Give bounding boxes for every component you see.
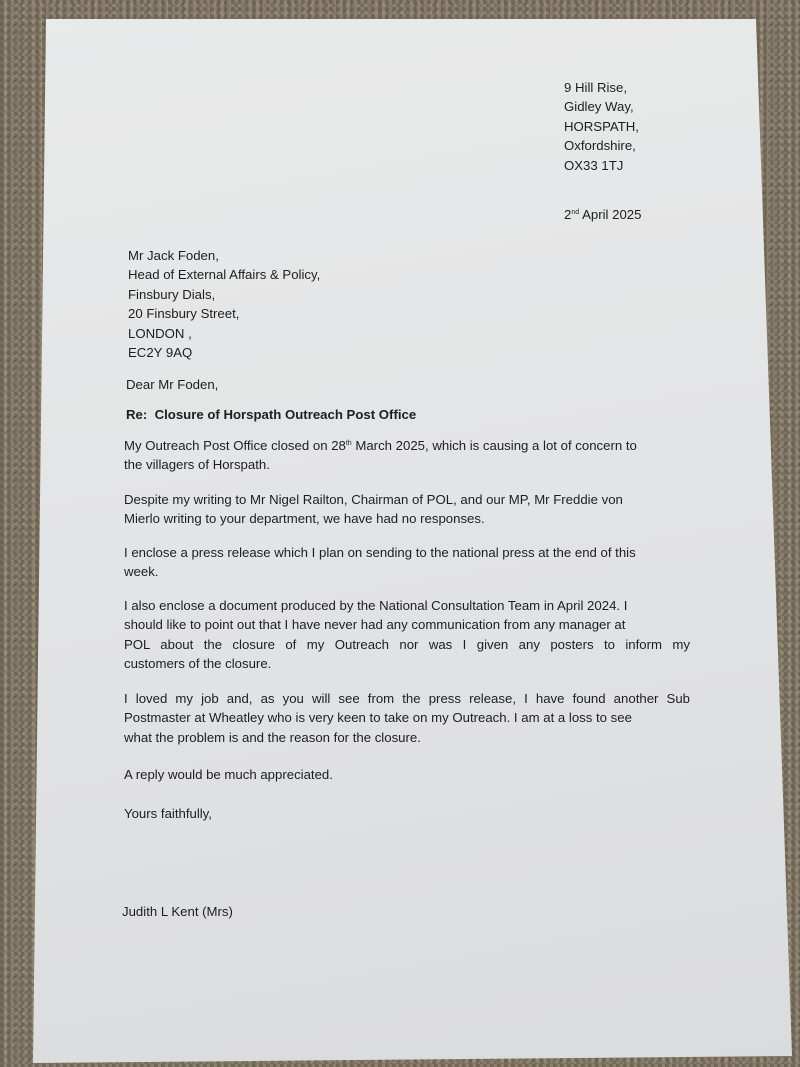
recipient-address-line: 20 Finsbury Street, [128, 306, 240, 322]
paragraph-replacement-postmaster [124, 689, 690, 747]
sender-address-line: OX33 1TJ [564, 157, 624, 173]
paragraph-consultation-document [124, 596, 690, 674]
paragraph-line: Mierlo writing to your department, we have had no responses. [124, 511, 485, 527]
salutation: Dear Mr Foden, [126, 377, 219, 392]
paragraph-line: Postmaster at Wheatley who is very keen to take on my Outreach. I am at a loss to see [124, 710, 632, 726]
paragraph-line: should like to point out that I have never had any communication from any manager at [124, 617, 626, 633]
paragraph-line: I loved my job and, as you will see from the press release, I have found another Sub [124, 691, 690, 706]
date-suffix: nd [571, 209, 580, 216]
paragraph-line: customers of the closure. [124, 656, 272, 672]
closing: Yours faithfully, [124, 806, 212, 821]
paragraph-closure-notice [124, 436, 637, 475]
paragraph-line: week. [124, 564, 159, 580]
sender-address [564, 78, 639, 175]
paragraph-line: I enclose a press release which I plan on sending to the national press at the end of this [124, 545, 636, 560]
paragraph-line: Despite my writing to Mr Nigel Railton, Chairman of POL, and our MP, Mr Freddie von [124, 492, 623, 507]
recipient-address-line: Head of External Affairs & Policy, [128, 267, 321, 283]
paragraph-text: March 2025, which is causing a lot of concern to [351, 438, 637, 453]
paragraph-reply-request: A reply would be much appreciated. [124, 767, 333, 782]
paragraph-line: POL about the closure of my Outreach nor was I given any posters to inform my [124, 636, 690, 652]
paragraph-text: My Outreach Post Office closed on 28 [124, 438, 346, 453]
subject-line: Re: Closure of Horspath Outreach Post Office [126, 407, 417, 422]
sender-address-line: Oxfordshire, [564, 138, 636, 154]
recipient-address-line: LONDON , [128, 325, 192, 341]
paragraph-line [124, 436, 637, 455]
ordinal-suffix: th [345, 440, 352, 447]
date-day: 2 [564, 207, 572, 222]
paragraph-line: I also enclose a document produced by the National Consultation Team in April 2024. I [124, 598, 628, 613]
recipient-address-line: Mr Jack Foden, [128, 248, 219, 263]
recipient-address [128, 246, 320, 362]
date-rest: April 2025 [579, 207, 642, 222]
sender-address-line: 9 Hill Rise, [564, 80, 628, 95]
sender-address-line: HORSPATH, [564, 118, 639, 134]
paragraph-no-responses [124, 490, 623, 529]
paragraph-press-release [124, 543, 636, 582]
recipient-address-line: EC2Y 9AQ [128, 345, 193, 361]
letter-date [564, 205, 641, 224]
paragraph-line: what the problem is and the reason for the closure. [124, 729, 421, 745]
sender-address-line: Gidley Way, [564, 99, 634, 115]
signature-name: Judith L Kent (Mrs) [122, 904, 233, 919]
paragraph-line: the villagers of Horspath. [124, 457, 270, 473]
recipient-address-line: Finsbury Dials, [128, 286, 216, 302]
